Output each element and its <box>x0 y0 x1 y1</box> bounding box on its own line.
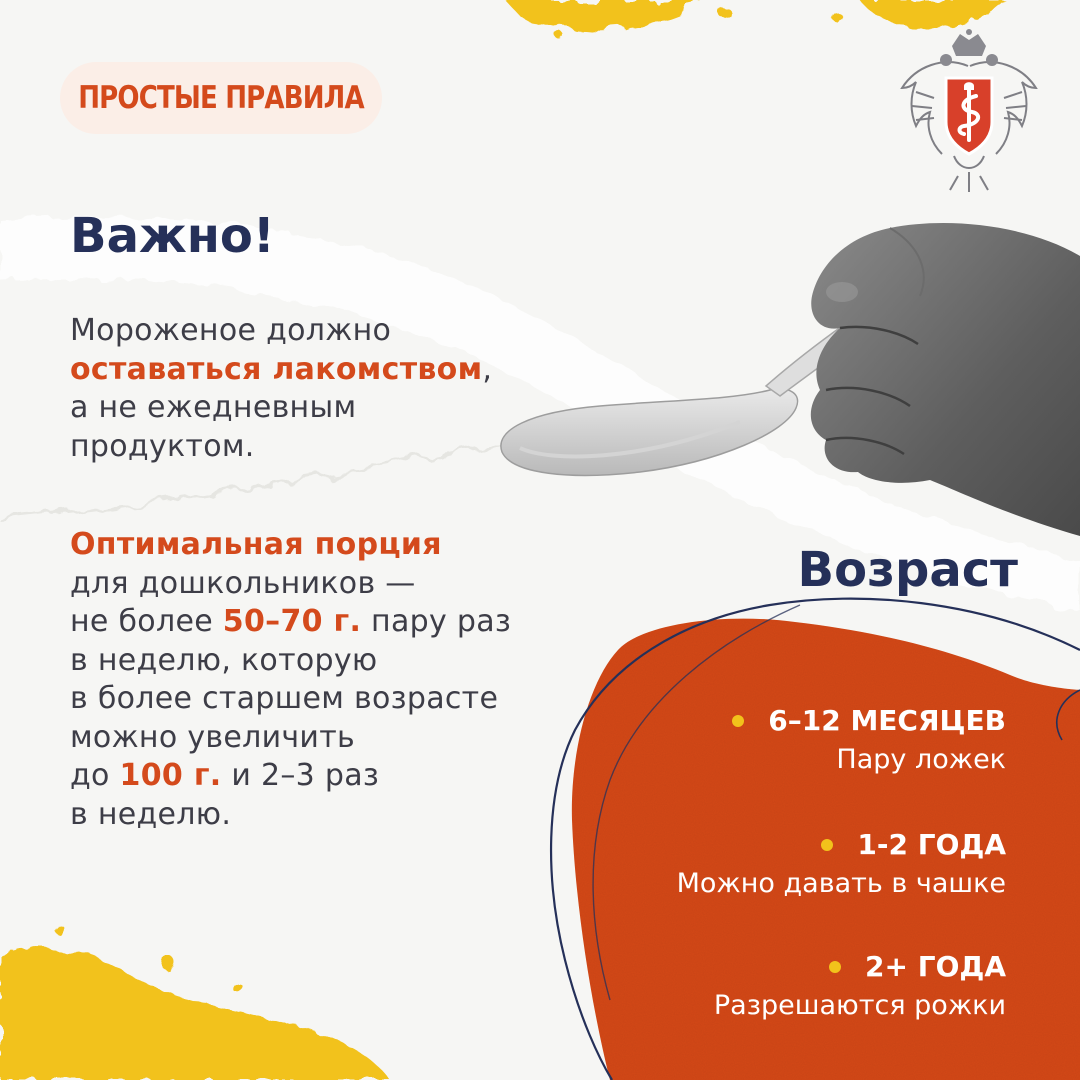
text-fragment: пару раз <box>361 604 512 639</box>
highlight-portion: Оптимальная порция <box>70 527 442 562</box>
bullet-dot-icon <box>732 715 744 727</box>
text-fragment: до <box>70 758 120 793</box>
paragraph-portion <box>70 526 511 834</box>
age-item <box>714 948 1006 1026</box>
age-label: 2+ ГОДА <box>865 950 1006 983</box>
age-label: 1-2 ГОДА <box>857 828 1006 861</box>
paragraph-portion-line: для дошкольников — <box>70 565 416 601</box>
paragraph-portion-line <box>70 757 511 796</box>
text-fragment: и 2–3 раз <box>221 758 380 793</box>
age-label: 6–12 МЕСЯЦЕВ <box>768 704 1006 737</box>
paragraph-portion-line: можно увеличить <box>70 719 355 755</box>
page-title: Важно! <box>70 208 275 264</box>
paragraph-treat-line: Мороженое должно <box>70 313 392 348</box>
yellow-paint-bottom <box>0 925 390 1080</box>
highlight-amount-small: 50–70 г. <box>222 604 362 639</box>
comma: , <box>482 351 493 387</box>
hand-holding-spoon-icon <box>490 216 1080 556</box>
category-badge-label: ПРОСТЫЕ ПРАВИЛА <box>78 80 364 116</box>
hand <box>811 223 1080 536</box>
age-item <box>732 702 1006 780</box>
bullet-dot-icon <box>821 839 833 851</box>
paragraph-portion-line: в более старшем возрасте <box>70 681 499 716</box>
paragraph-treat <box>70 312 492 466</box>
highlight-amount-large: 100 г. <box>119 758 222 793</box>
paragraph-treat-line: продуктом. <box>70 428 255 464</box>
age-label-row <box>732 702 1006 740</box>
age-description: Можно давать в чашке <box>676 868 1006 899</box>
paragraph-treat-line <box>70 351 492 390</box>
age-label-row <box>677 826 1006 864</box>
paragraph-treat-line: а не ежедневным <box>70 390 357 425</box>
age-description: Пару ложек <box>836 744 1006 775</box>
age-item <box>677 826 1006 904</box>
age-description: Разрешаются рожки <box>713 990 1006 1021</box>
bullet-dot-icon <box>829 961 841 973</box>
paragraph-portion-line <box>70 603 511 642</box>
highlight-treat: оставаться лакомством <box>70 351 483 387</box>
paragraph-portion-line: в неделю, которую <box>70 642 378 678</box>
text-fragment: не более <box>70 604 223 639</box>
ministry-of-health-emblem-icon <box>894 26 1044 196</box>
age-section-title: Возраст <box>797 542 1018 598</box>
age-label-row <box>714 948 1006 986</box>
category-badge <box>60 62 382 134</box>
paragraph-portion-line: в неделю. <box>70 796 232 832</box>
spoon-bowl <box>501 389 798 475</box>
